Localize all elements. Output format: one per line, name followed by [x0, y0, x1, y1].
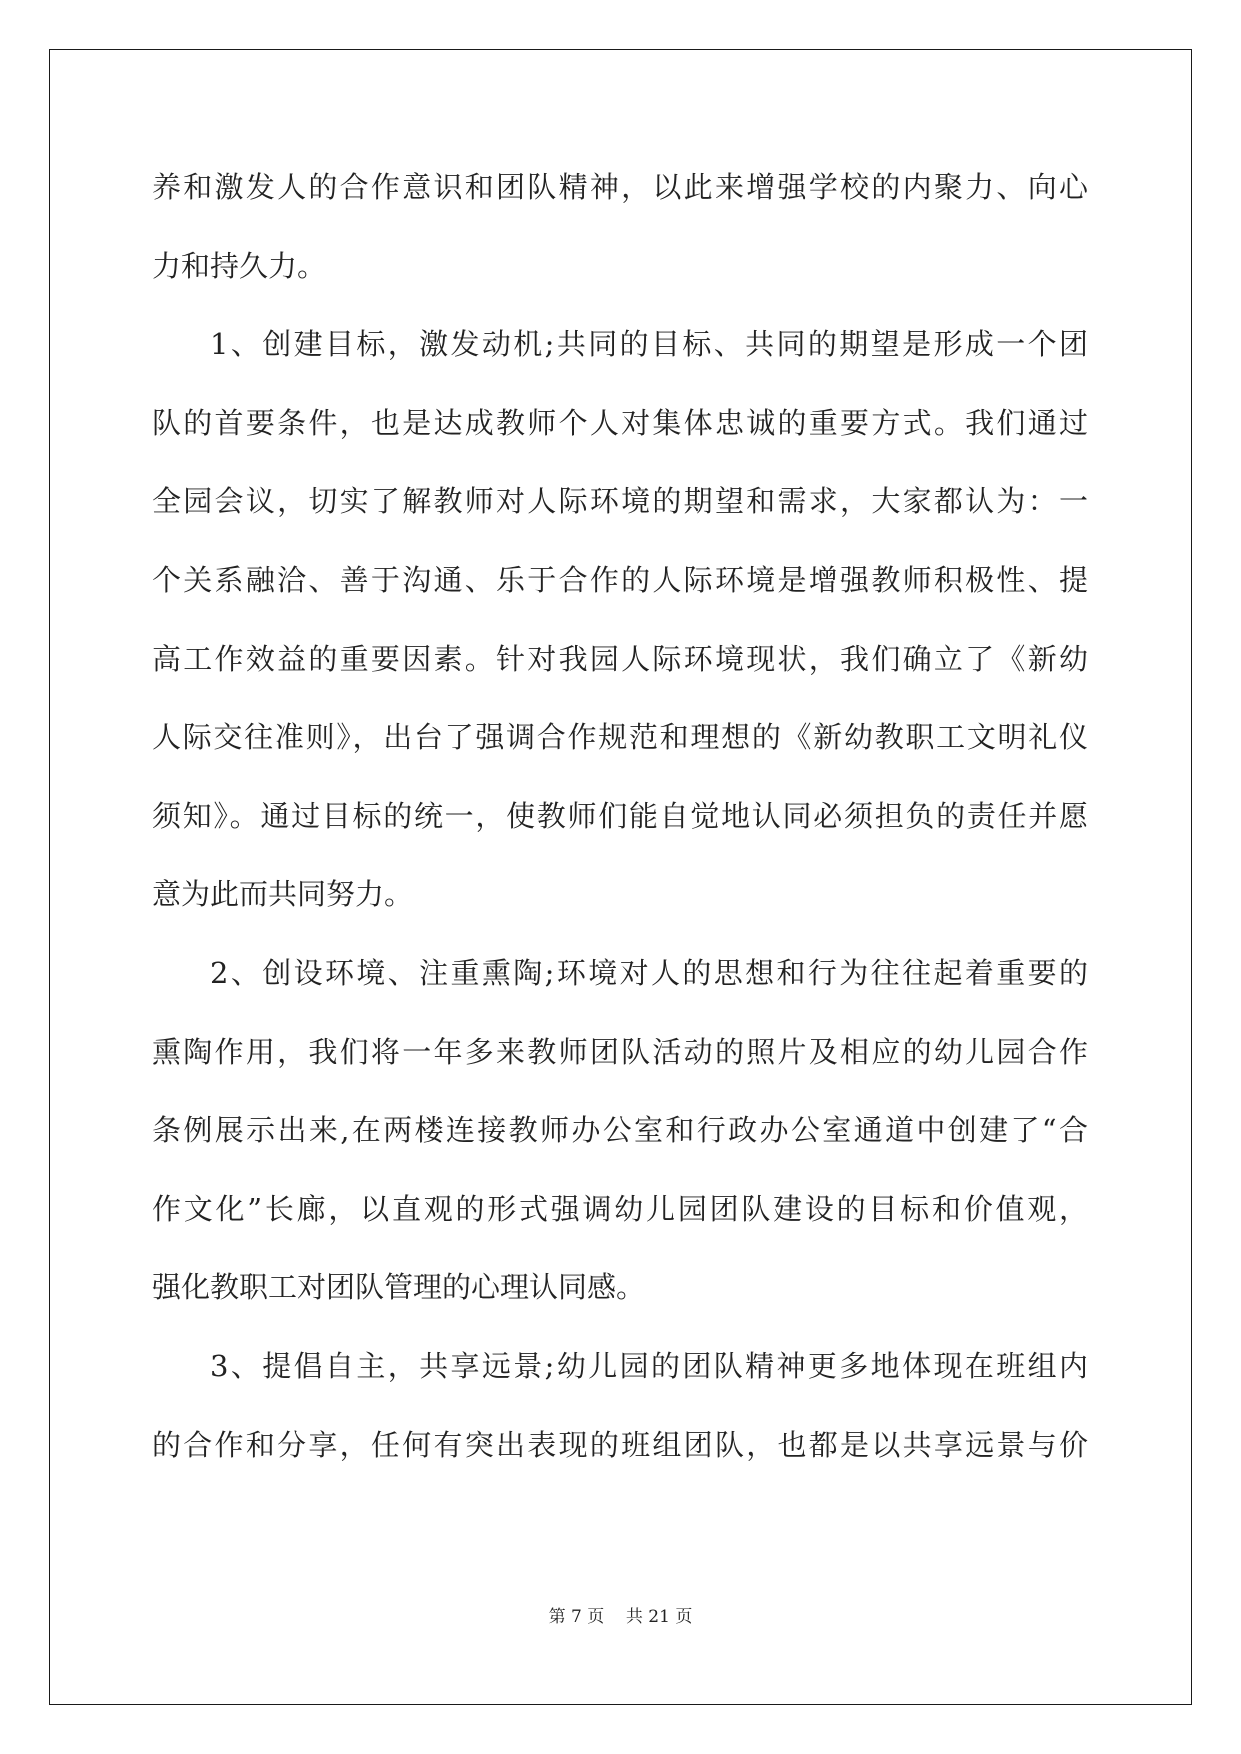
text-line: 3、提倡自主，共享远景;幼儿园的团队精神更多地体现在班组内 — [210, 1348, 1088, 1383]
text-line: 队的首要条件，也是达成教师个人对集体忠诚的重要方式。我们通过 — [152, 405, 1088, 440]
page-footer — [0, 1602, 1241, 1627]
text-line: 须知》。通过目标的统一，使教师们能自觉地认同必须担负的责任并愿 — [152, 798, 1088, 833]
text-line: 高工作效益的重要因素。针对我园人际环境现状，我们确立了《新幼 — [152, 641, 1088, 676]
text-line: 1、创建目标，激发动机;共同的目标、共同的期望是形成一个团 — [210, 327, 1088, 362]
text-line: 条例展示出来,在两楼连接教师办公室和行政办公室通道中创建了“合 — [152, 1113, 1088, 1148]
text-line: 力和持久力。 — [152, 248, 327, 283]
text-line: 作文化”长廊，以直观的形式强调幼儿园团队建设的目标和价值观， — [152, 1191, 1088, 1226]
text-line: 人际交往准则》，出台了强调合作规范和理想的《新幼教职工文明礼仪 — [152, 720, 1088, 755]
text-line: 强化教职工对团队管理的心理认同感。 — [152, 1270, 646, 1305]
text-line: 个关系融洽、善于沟通、乐于合作的人际环境是增强教师积极性、提 — [152, 562, 1088, 597]
text-line: 全园会议，切实了解教师对人际环境的期望和需求，大家都认为：一 — [152, 484, 1088, 519]
text-line: 的合作和分享，任何有突出表现的班组团队，也都是以共享远景与价 — [152, 1427, 1088, 1462]
document-body — [152, 148, 1088, 1484]
text-line: 意为此而共同努力。 — [152, 877, 414, 912]
text-line: 养和激发人的合作意识和团队精神，以此来增强学校的内聚力、向心 — [152, 170, 1088, 204]
text-line: 2、创设环境、注重熏陶;环境对人的思想和行为往往起着重要的 — [210, 955, 1088, 990]
text-line: 熏陶作用，我们将一年多来教师团队活动的照片及相应的幼儿园合作 — [152, 1034, 1088, 1069]
page-number: 第 7 页 共 21 页 — [548, 1607, 693, 1627]
